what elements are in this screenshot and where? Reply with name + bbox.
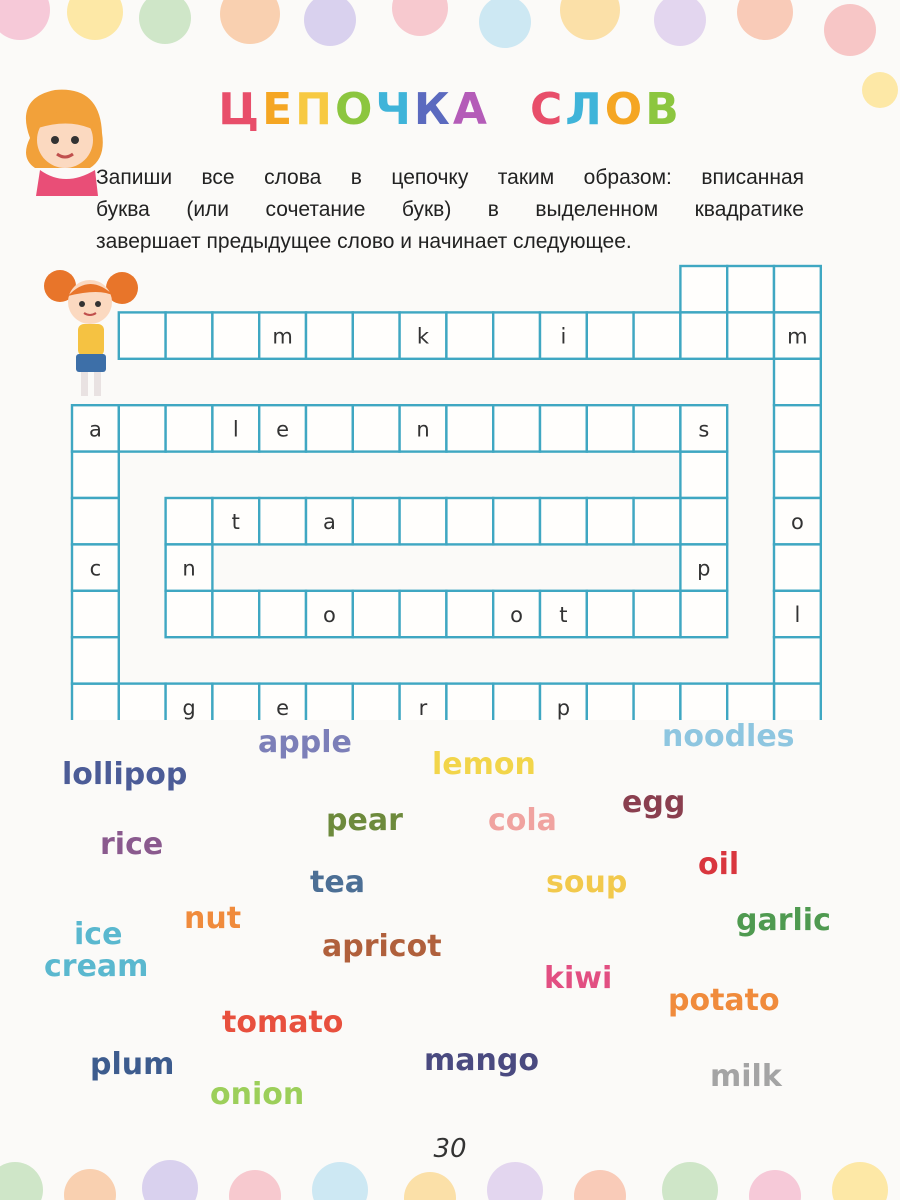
grid-cell[interactable] xyxy=(680,452,727,498)
grid-letter: k xyxy=(416,324,430,349)
grid-cell[interactable] xyxy=(587,684,634,720)
word-ice: ice xyxy=(74,917,123,952)
grid-cell[interactable] xyxy=(72,684,119,720)
grid-cell[interactable] xyxy=(212,312,259,358)
grid-cell[interactable] xyxy=(727,266,774,312)
grid-letter: o xyxy=(510,603,524,627)
word-lollipop: lollipop xyxy=(62,757,188,792)
grid-cell[interactable] xyxy=(680,312,727,358)
grid-letter: c xyxy=(89,556,102,581)
title-letter: О xyxy=(604,84,646,135)
grid-cell[interactable] xyxy=(353,312,400,358)
grid-cell[interactable] xyxy=(166,591,213,637)
grid-cell[interactable] xyxy=(774,405,821,451)
grid-letter: p xyxy=(556,695,571,720)
word-pear: pear xyxy=(326,803,403,838)
grid-letter: a xyxy=(322,510,336,535)
grid-cell[interactable] xyxy=(306,312,353,358)
grid-cell[interactable] xyxy=(774,544,821,590)
grid-cell[interactable] xyxy=(680,591,727,637)
grid-letter: g xyxy=(182,695,196,720)
grid-cell[interactable] xyxy=(774,359,821,405)
word-tea: tea xyxy=(310,865,365,900)
word-mango: mango xyxy=(424,1043,539,1078)
grid-cell[interactable] xyxy=(446,405,493,451)
instruction-line: Запиши все слова в цепочку таким образом: вписанная xyxy=(96,166,804,189)
grid-letter: t xyxy=(231,510,240,535)
grid-letter: o xyxy=(790,510,804,535)
grid-cell[interactable] xyxy=(446,591,493,637)
grid-cell[interactable] xyxy=(400,591,447,637)
grid-cell[interactable] xyxy=(306,405,353,451)
word-nut: nut xyxy=(184,901,242,936)
instruction-line: буква (или сочетание букв) в выделенном квадратике xyxy=(96,198,804,221)
word-cream: cream xyxy=(44,949,149,984)
grid-cell[interactable] xyxy=(634,591,681,637)
word-egg: egg xyxy=(622,785,686,820)
title-letter: А xyxy=(452,84,490,135)
grid-cell[interactable] xyxy=(446,498,493,544)
grid-cell[interactable] xyxy=(587,312,634,358)
grid-letter: p xyxy=(697,556,711,581)
word-tomato: tomato xyxy=(222,1005,344,1040)
word-apricot: apricot xyxy=(322,929,442,964)
word-kiwi: kiwi xyxy=(544,961,613,996)
grid-cell[interactable] xyxy=(774,452,821,498)
grid-cell[interactable] xyxy=(493,312,540,358)
grid-cell[interactable] xyxy=(306,684,353,720)
grid-cell[interactable] xyxy=(446,312,493,358)
grid-cell[interactable] xyxy=(493,684,540,720)
page-number: 30 xyxy=(433,1134,467,1164)
grid-cell[interactable] xyxy=(727,684,774,720)
word-noodles: noodles xyxy=(662,719,795,754)
word-lemon: lemon xyxy=(432,747,536,782)
word-apple: apple xyxy=(258,725,352,760)
grid-cell[interactable] xyxy=(353,498,400,544)
title-letter: К xyxy=(413,84,453,135)
grid-cell[interactable] xyxy=(353,684,400,720)
grid-cell[interactable] xyxy=(259,498,306,544)
word-garlic: garlic xyxy=(736,903,831,938)
title-letter: П xyxy=(295,84,335,135)
grid-cell[interactable] xyxy=(259,591,306,637)
grid-cell[interactable] xyxy=(119,312,166,358)
grid-cell[interactable] xyxy=(166,405,213,451)
title-letter: О xyxy=(334,84,376,135)
grid-cell[interactable] xyxy=(212,591,259,637)
grid-letter: l xyxy=(232,417,239,442)
grid-cell[interactable] xyxy=(212,684,259,720)
grid-letter: l xyxy=(794,603,801,627)
grid-cell[interactable] xyxy=(774,266,821,312)
grid-cell[interactable] xyxy=(680,684,727,720)
grid-cell[interactable] xyxy=(446,684,493,720)
grid-letter: e xyxy=(276,417,290,442)
grid-letter: r xyxy=(418,695,428,720)
title-letter: Л xyxy=(565,84,605,135)
word-rice: rice xyxy=(100,827,164,862)
grid-cell[interactable] xyxy=(353,591,400,637)
word-soup: soup xyxy=(546,865,628,900)
word-potato: potato xyxy=(668,983,780,1018)
grid-cell[interactable] xyxy=(634,684,681,720)
grid-letter: e xyxy=(276,695,290,720)
grid-letter: m xyxy=(272,324,293,349)
grid-cell[interactable] xyxy=(634,312,681,358)
grid-cell[interactable] xyxy=(72,591,119,637)
grid-cell[interactable] xyxy=(493,405,540,451)
grid-cell[interactable] xyxy=(72,452,119,498)
grid-cell[interactable] xyxy=(680,266,727,312)
grid-cell[interactable] xyxy=(119,684,166,720)
title-letter: С xyxy=(529,84,566,135)
grid-letter: o xyxy=(322,603,336,627)
grid-cell[interactable] xyxy=(540,498,587,544)
grid-cell[interactable] xyxy=(353,405,400,451)
grid-letter: n xyxy=(182,556,196,581)
grid-cell[interactable] xyxy=(119,405,166,451)
grid-cell[interactable] xyxy=(587,498,634,544)
grid-letter: i xyxy=(560,324,567,349)
grid-cell[interactable] xyxy=(634,405,681,451)
word-plum: plum xyxy=(90,1047,175,1082)
grid-cell[interactable] xyxy=(493,498,540,544)
word-oil: oil xyxy=(698,847,740,882)
grid-cell[interactable] xyxy=(587,405,634,451)
grid-cell[interactable] xyxy=(680,498,727,544)
grid-cell[interactable] xyxy=(634,498,681,544)
grid-cell[interactable] xyxy=(540,405,587,451)
grid-cell[interactable] xyxy=(727,312,774,358)
grid-cell[interactable] xyxy=(166,312,213,358)
title-letter: Ч xyxy=(375,84,414,135)
instruction-line: завершает предыдущее слово и начинает следующее. xyxy=(96,230,632,253)
grid-letter: n xyxy=(416,417,430,442)
grid-letter: m xyxy=(787,324,808,349)
title-letter: Ц xyxy=(218,84,263,135)
grid-letter: a xyxy=(88,417,102,442)
title-letter: В xyxy=(645,84,682,135)
grid-letter: t xyxy=(559,603,568,627)
grid-cell[interactable] xyxy=(72,498,119,544)
title-letter: Е xyxy=(262,84,296,135)
grid-cell[interactable] xyxy=(400,498,447,544)
grid-letter: s xyxy=(698,417,710,442)
grid-cell[interactable] xyxy=(774,637,821,683)
grid-cell[interactable] xyxy=(72,637,119,683)
word-onion: onion xyxy=(210,1077,305,1112)
word-milk: milk xyxy=(710,1059,782,1094)
grid-cell[interactable] xyxy=(587,591,634,637)
grid-cell[interactable] xyxy=(166,498,213,544)
grid-cell[interactable] xyxy=(774,684,821,720)
word-cola: cola xyxy=(488,803,557,838)
